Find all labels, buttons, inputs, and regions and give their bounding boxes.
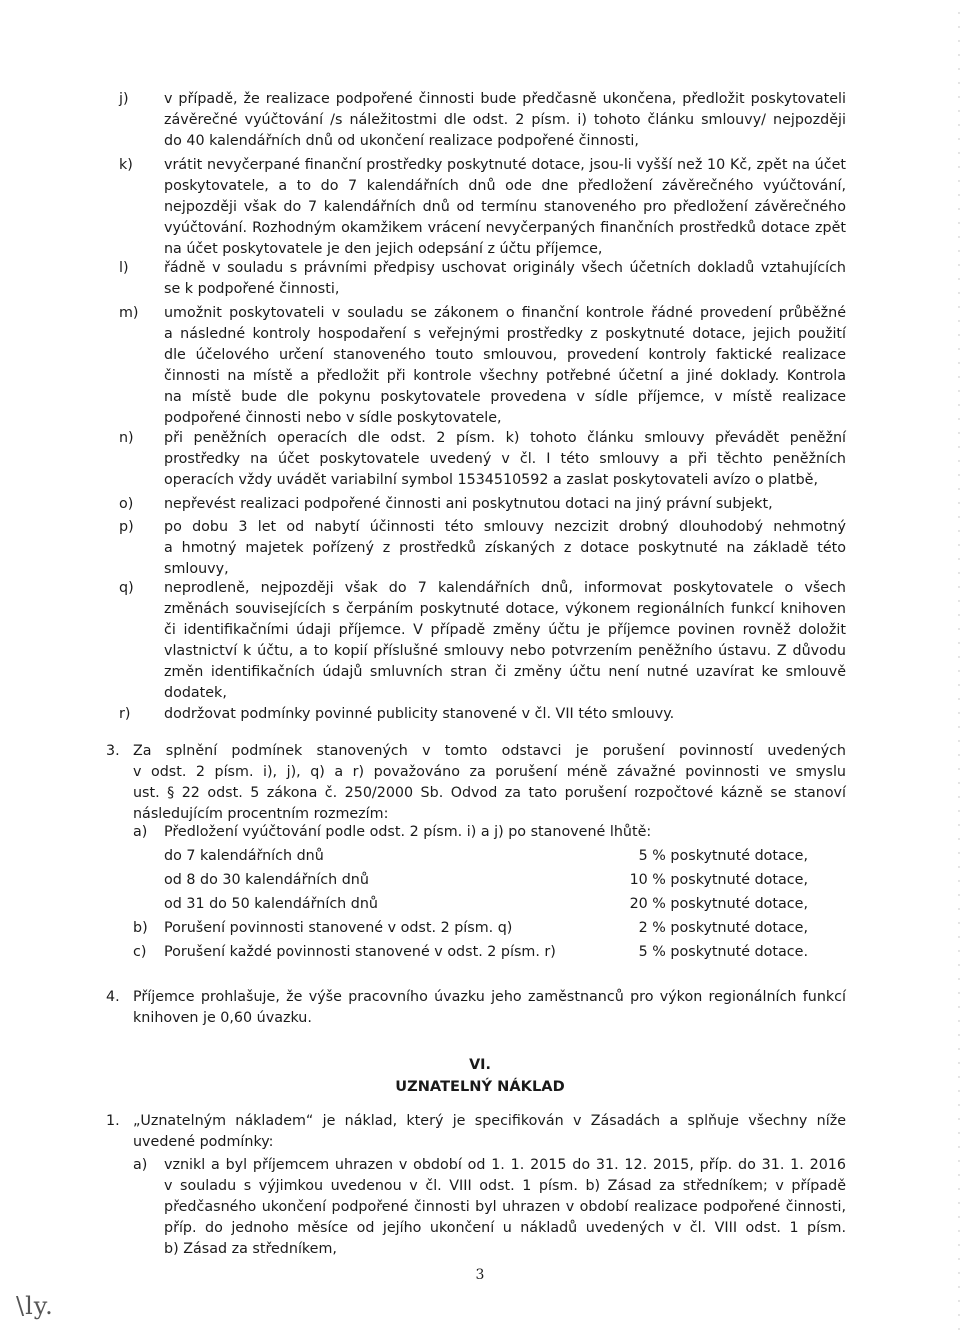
item-p-line: smlouvy, — [164, 561, 229, 577]
item-q-line: změnách souvisejících s čerpáním poskytnuté dotace, výkonem regionálních funkcí knihoven — [164, 601, 846, 617]
item-n-line: prostředky na účet poskytovatele uvedený v čl. I této smlouvy a při těchto peněžních — [164, 451, 846, 467]
item-label-k: k) — [119, 157, 133, 173]
section-1 — [133, 1111, 846, 1153]
paragraph-3-c-label: c) — [133, 944, 147, 960]
paragraph-3-label: 3. — [106, 743, 120, 759]
paragraph-3 — [133, 741, 846, 825]
section-1-a-line: příp. do jednoho měsíce od jejího ukončení u nákladů uvedených v čl. VIII odst. 1 písm. — [164, 1220, 846, 1236]
section-1-a-line: b) Zásad za středníkem, — [164, 1241, 337, 1257]
item-label-m: m) — [119, 305, 139, 321]
item-m-line: na místě bude dle pokynu poskytovatele provedena v sídle příjemce, v místě realizace — [164, 389, 846, 405]
item-label-n: n) — [119, 430, 134, 446]
penalty-row-rate: 10 % poskytnuté dotace, — [629, 872, 808, 888]
paragraph-3-line: ust. § 22 odst. 5 zákona č. 250/2000 Sb. Odvod za tato porušení rozpočtové kázně se stanoví — [133, 785, 846, 801]
penalty-row-period: do 7 kalendářních dnů — [164, 848, 324, 864]
item-j — [164, 89, 846, 152]
penalty-row-b — [164, 918, 808, 939]
item-l — [164, 258, 846, 300]
section-1-a-line: vznikl a byl příjemcem uhrazen v období od 1. 1. 2015 do 31. 12. 2015, příp. do 31. 1. 2016 — [164, 1157, 846, 1173]
item-n-line: při peněžních operacích dle odst. 2 písm. k) tohoto článku smlouvy převádět peněžní — [164, 430, 846, 446]
item-n-line: operacích vždy uvádět variabilní symbol 1534510592 a zaslat poskytovateli avízo o platbě, — [164, 472, 818, 488]
item-l-line: se k podpořené činnosti, — [164, 281, 340, 297]
penalty-b-text: Porušení povinnosti stanovené v odst. 2 písm. q) — [164, 920, 513, 936]
section-1-a — [164, 1155, 846, 1260]
paragraph-3-a-text: Předložení vyúčtování podle odst. 2 písm. i) a j) po stanovené lhůtě: — [164, 824, 652, 840]
item-r-line: dodržovat podmínky povinné publicity stanovené v čl. VII této smlouvy. — [164, 706, 675, 722]
paragraph-3-a-label: a) — [133, 824, 148, 840]
item-label-q: q) — [119, 580, 134, 596]
item-k-line: na účet poskytovatele je den jejich odepsání z účtu příjemce, — [164, 241, 603, 257]
scan-mark: \ly. — [16, 1292, 54, 1320]
item-q-line: dodatek, — [164, 685, 227, 701]
item-m-line: umožnit poskytovateli v souladu se zákonem o finanční kontrole řádné provedení průběžné — [164, 305, 846, 321]
section-title: UZNATELNÝ NÁKLAD — [395, 1078, 565, 1095]
penalty-row-rate: 5 % poskytnuté dotace, — [638, 848, 808, 864]
penalty-row — [164, 846, 808, 867]
item-k — [164, 155, 846, 260]
paragraph-4 — [133, 987, 846, 1029]
penalty-row-c — [164, 942, 808, 963]
item-m-line: činnosti na místě a předložit při kontrole všechny potřebné účetní a jiné doklady. Kontrola — [164, 368, 846, 384]
section-1-a-line: předčasného ukončení podpořené činnosti byl uhrazen v období realizace podpořené činnosti, — [164, 1199, 846, 1215]
penalty-row-period: od 8 do 30 kalendářních dnů — [164, 872, 369, 888]
item-n — [164, 428, 846, 491]
paragraph-4-line: Příjemce prohlašuje, že výše pracovního úvazku jeho zaměstnanců pro výkon regionálních funkcí — [133, 989, 846, 1005]
item-l-line: řádně v souladu s právními předpisy uschovat originály všech účetních dokladů vztahujících — [164, 260, 846, 276]
section-1-line: uvedené podmínky: — [133, 1134, 274, 1150]
item-p-line: a hmotný majetek pořízený z prostředků získaných z dotace poskytnuté na základě této — [164, 540, 846, 556]
item-k-line: poskytovatele, a to do 7 kalendářních dnů ode dne předložení závěrečného vyúčtování, — [164, 178, 846, 194]
item-q-line: neprodleně, nejpozději však do 7 kalendářních dnů, informovat poskytovatele o všech — [164, 580, 846, 596]
section-1-label: 1. — [106, 1113, 120, 1129]
item-q-line: změn identifikačních údajů smluvních stran či změny účtu není nutné uzavírat ke smlouvě — [164, 664, 846, 680]
penalty-row-period: od 31 do 50 kalendářních dnů — [164, 896, 378, 912]
paragraph-3-line: Za splnění podmínek stanovených v tomto odstavci je porušení povinností uvedených — [133, 743, 846, 759]
paragraph-3-line: v odst. 2 písm. i), j), q) a r) považováno za porušení méně závažné povinnosti ve smyslu — [133, 764, 846, 780]
item-o-line: nepřevést realizaci podpořené činnosti ani poskytnutou dotaci na jiný právní subjekt, — [164, 496, 773, 512]
page-number: 3 — [475, 1267, 485, 1283]
penalty-b-rate: 2 % poskytnuté dotace, — [638, 920, 808, 936]
item-k-line: vrátit nevyčerpané finanční prostředky poskytnuté dotace, jsou-li vyšší než 10 Kč, zpět na účet — [164, 157, 846, 173]
item-k-line: nejpozději však do 7 kalendářních dnů od termínu stanoveného pro předložení závěrečného — [164, 199, 846, 215]
section-1-a-line: v souladu s výjimkou uvedenou v čl. VIII odst. 1 písm. b) Zásad za středníkem; v případě — [164, 1178, 846, 1194]
item-j-line: závěrečné vyúčtování /s náležitostmi dle odst. 2 písm. i) tohoto článku smlouvy/ nejpozději — [164, 112, 846, 128]
item-m — [164, 303, 846, 429]
section-1-a-label: a) — [133, 1157, 148, 1173]
item-label-o: o) — [119, 496, 134, 512]
item-m-line: podpořené činnosti nebo v sídle poskytovatele, — [164, 410, 502, 426]
item-label-p: p) — [119, 519, 134, 535]
penalty-c-text: Porušení každé povinnosti stanovené v odst. 2 písm. r) — [164, 944, 556, 960]
item-r — [164, 704, 846, 725]
penalty-row — [164, 870, 808, 891]
section-1-line: „Uznatelným nákladem“ je náklad, který je specifikován v Zásadách a splňuje všechny níže — [133, 1113, 846, 1129]
item-p — [164, 517, 846, 580]
section-number: VI. — [469, 1057, 491, 1073]
item-m-line: dle účelového určení stanoveného touto smlouvou, provedení kontroly faktické realizace — [164, 347, 846, 363]
paragraph-4-label: 4. — [106, 989, 120, 1005]
item-label-l: l) — [119, 260, 129, 276]
item-k-line: vyúčtování. Rozhodným okamžikem vrácení nevyčerpaných finančních prostředků dotace zpět — [164, 220, 846, 236]
item-q — [164, 578, 846, 704]
paragraph-4-line: knihoven je 0,60 úvazku. — [133, 1010, 312, 1026]
penalty-row — [164, 894, 808, 915]
item-label-r: r) — [119, 706, 131, 722]
paragraph-3-b-label: b) — [133, 920, 148, 936]
item-m-line: a následné kontroly hospodaření s veřejnými prostředky z poskytnuté dotace, jejich použití — [164, 326, 846, 342]
item-q-line: či identifikačními údaji příjemce. V případě změny účtu je příjemce povinen rovněž doložit — [164, 622, 846, 638]
penalty-c-rate: 5 % poskytnuté dotace. — [638, 944, 808, 960]
paragraph-3-line: následujícím procentním rozmezím: — [133, 806, 389, 822]
item-q-line: vlastnictví k účtu, a to kopií příslušné smlouvy nebo potvrzením peněžního ústavu. Z důvodu — [164, 643, 846, 659]
item-o — [164, 494, 846, 515]
item-j-line: do 40 kalendářních dnů od ukončení realizace podpořené činnosti, — [164, 133, 639, 149]
item-j-line: v případě, že realizace podpořené činnosti bude předčasně ukončena, předložit poskytovateli — [164, 91, 846, 107]
item-label-j: j) — [119, 91, 129, 107]
item-p-line: po dobu 3 let od nabytí účinnosti této smlouvy nezcizit drobný dlouhodobý nehmotný — [164, 519, 846, 535]
penalty-row-rate: 20 % poskytnuté dotace, — [629, 896, 808, 912]
